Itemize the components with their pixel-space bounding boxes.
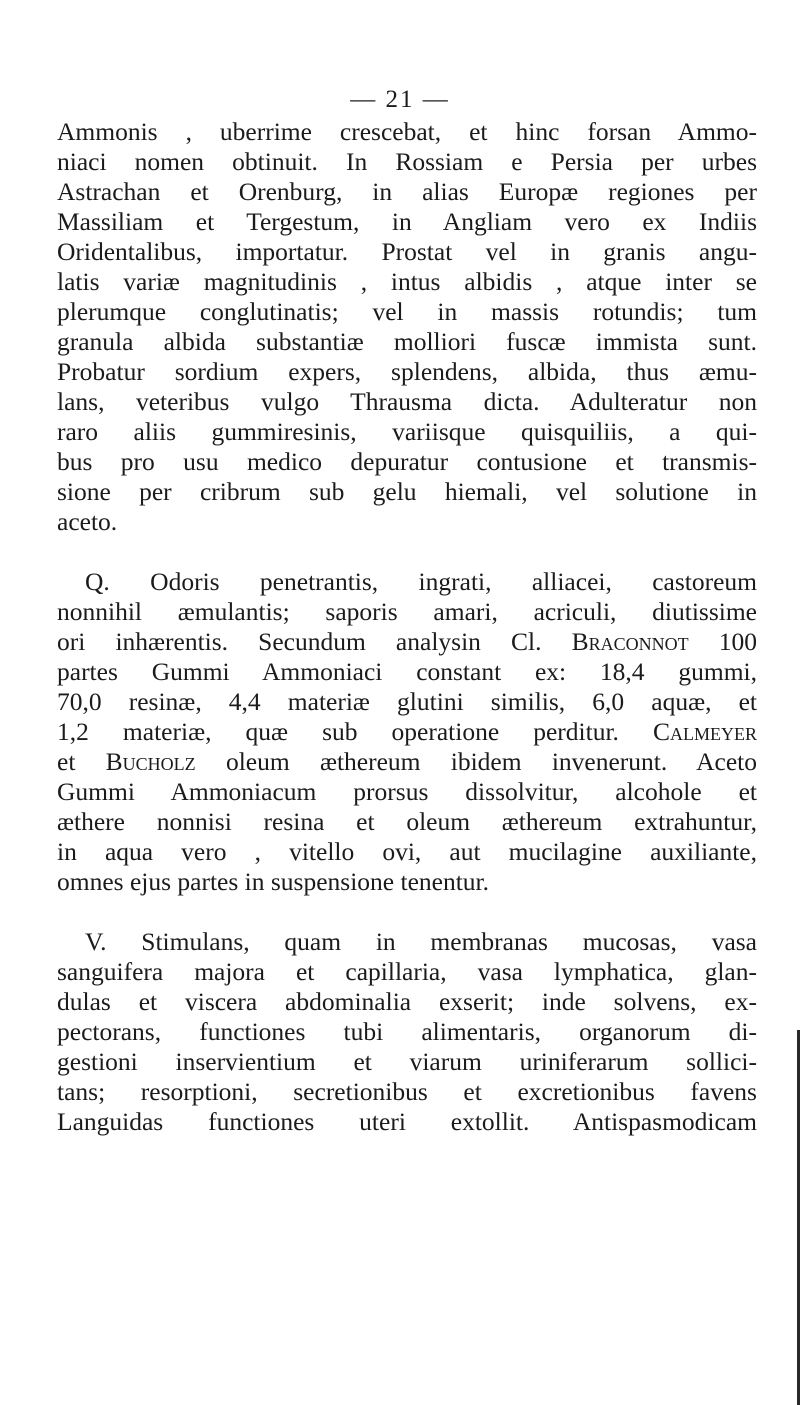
text-line: Massiliam et Tergestum, in Angliam vero ex Indiis: [57, 207, 757, 236]
text-line: æthere nonnisi resina et oleum æthereum extrahuntur,: [57, 807, 757, 836]
text-line: niaci nomen obtinuit. In Rossiam e Persia per urbes: [57, 147, 757, 176]
text-line: bus pro usu medico depuratur contusione et transmis-: [57, 447, 757, 476]
paragraph-3: [57, 927, 757, 1137]
text-line: Q. Odoris penetrantis, ingrati, alliacei, castoreum: [85, 567, 757, 596]
text-line: Probatur sordium expers, splendens, albida, thus æmu-: [57, 357, 757, 386]
text-line: granula albida substantiæ molliori fuscæ immista sunt.: [57, 327, 757, 356]
text-body: [57, 117, 757, 1137]
text-line: 1,2 materiæ, quæ sub operatione perditur. Calmeyer: [57, 717, 757, 746]
text-line: tans; resorptioni, secretionibus et excretionibus favens: [57, 1077, 757, 1106]
text-line: V. Stimulans, quam in membranas mucosas, vasa: [85, 927, 757, 956]
text-line: Ammonis , uberrime crescebat, et hinc forsan Ammo-: [57, 117, 757, 146]
text-line: pectorans, functiones tubi alimentaris, organorum di-: [57, 1017, 757, 1046]
text-line: omnes ejus partes in suspensione tenentur.: [57, 867, 490, 896]
text-line: Languidas functiones uteri extollit. Antispasmodicam: [57, 1107, 757, 1136]
author-name: Calmeyer: [652, 717, 757, 746]
paragraph-gap: [57, 897, 757, 927]
text-line: gestioni inservientium et viarum uriniferarum sollici-: [57, 1047, 757, 1076]
text-line: latis variæ magnitudinis , intus albidis , atque inter se: [57, 267, 757, 296]
paragraph-1: [57, 117, 757, 537]
page-number: — 21 —: [350, 86, 450, 113]
text-line: sanguifera majora et capillaria, vasa lymphatica, glan-: [57, 957, 757, 986]
text-line: aceto.: [57, 507, 118, 536]
text-line: nonnihil æmulantis; saporis amari, acriculi, diutissime: [57, 597, 757, 626]
text-line: Gummi Ammoniacum prorsus dissolvitur, alcohole et: [57, 777, 757, 806]
text-line: sione per cribrum sub gelu hiemali, vel solutione in: [57, 477, 757, 506]
paragraph-2: [57, 567, 757, 897]
text-line: partes Gummi Ammoniaci constant ex: 18,4 gummi,: [57, 657, 757, 686]
author-name: Braconnot: [571, 627, 689, 656]
text-line: lans, veteribus vulgo Thrausma dicta. Adulteratur non: [57, 387, 757, 416]
text-line: dulas et viscera abdominalia exserit; inde solvens, ex-: [57, 987, 757, 1016]
text-line: ori inhærentis. Secundum analysin Cl. Braconnot 100: [57, 627, 757, 656]
text-line: plerumque conglutinatis; vel in massis rotundis; tum: [57, 297, 757, 326]
text-line: 70,0 resinæ, 4,4 materiæ glutini similis, 6,0 aquæ, et: [57, 687, 757, 716]
author-name: Bucholz: [105, 747, 196, 776]
text-line: et Bucholz oleum æthereum ibidem invenerunt. Aceto: [57, 747, 757, 776]
text-line: raro aliis gummiresinis, variisque quisquiliis, a qui-: [57, 417, 757, 446]
text-line: Oridentalibus, importatur. Prostat vel in granis angu-: [57, 237, 757, 266]
paragraph-gap: [57, 537, 757, 567]
text-line: in aqua vero , vitello ovi, aut mucilagine auxiliante,: [57, 837, 757, 866]
text-line: Astrachan et Orenburg, in alias Europæ regiones per: [57, 177, 757, 206]
